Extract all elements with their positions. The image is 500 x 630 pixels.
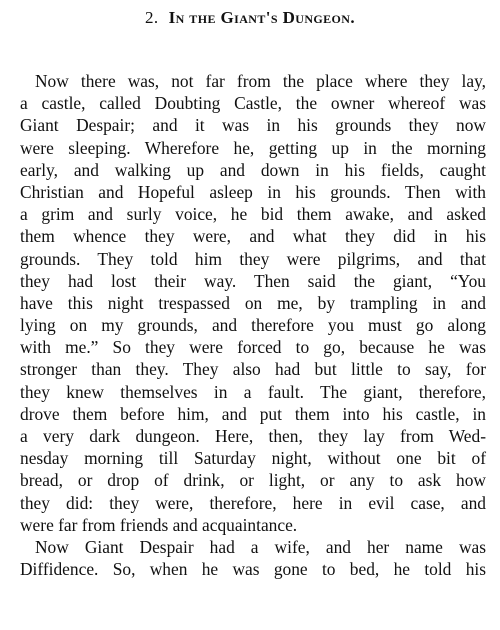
text-line: lying on my grounds, and therefore you must go along (20, 315, 486, 336)
chapter-number: 2. (145, 8, 159, 27)
text-line: they had lost their way. Then said the giant, “You (20, 270, 486, 291)
text-line: nesday morning till Saturday night, without one bit of (20, 448, 486, 469)
text-line: a grim and surly voice, he bid them awake, and asked (20, 204, 486, 225)
text-line: were sleeping. Wherefore he, getting up in the morning (20, 137, 486, 158)
text-line: Now there was, not far from the place where they lay, (35, 71, 486, 91)
text-line: grounds. They told him they were pilgrims, and that (20, 248, 486, 269)
text-line: a castle, called Doubting Castle, the owner whereof was (20, 93, 486, 114)
text-line: Diffidence. So, when he was gone to bed, he told his (20, 559, 486, 580)
paragraph-1 (20, 70, 486, 536)
paragraph-2 (20, 536, 486, 580)
text-line: them whence they were, and what they did in his (20, 226, 486, 247)
text-line: drove them before him, and put them into his castle, in (20, 403, 486, 424)
text-line: stronger than they. They also had but little to say, for (20, 359, 486, 380)
text-line: bread, or drop of drink, or light, or any to ask how (20, 470, 486, 491)
text-line: Giant Despair; and it was in his grounds they now (20, 115, 486, 136)
text-line: were far from friends and acquaintance. (20, 514, 298, 535)
text-line: Christian and Hopeful asleep in his grounds. Then with (20, 181, 486, 202)
text-line: they did: they were, therefore, here in evil case, and (20, 492, 486, 513)
text-line: Now Giant Despair had a wife, and her name was (35, 536, 486, 557)
text-line: with me.” So they were forced to go, because he was (20, 337, 486, 358)
text-line: have this night trespassed on me, by trampling in and (20, 292, 486, 313)
chapter-heading (0, 8, 500, 28)
body-text (20, 70, 486, 580)
text-line: a very dark dungeon. Here, then, they lay from Wed- (20, 426, 486, 446)
text-line: they knew themselves in a fault. The giant, therefore, (20, 381, 486, 402)
chapter-title: In the Giant's Dungeon. (168, 8, 355, 27)
text-line: early, and walking up and down in his fields, caught (20, 159, 486, 180)
